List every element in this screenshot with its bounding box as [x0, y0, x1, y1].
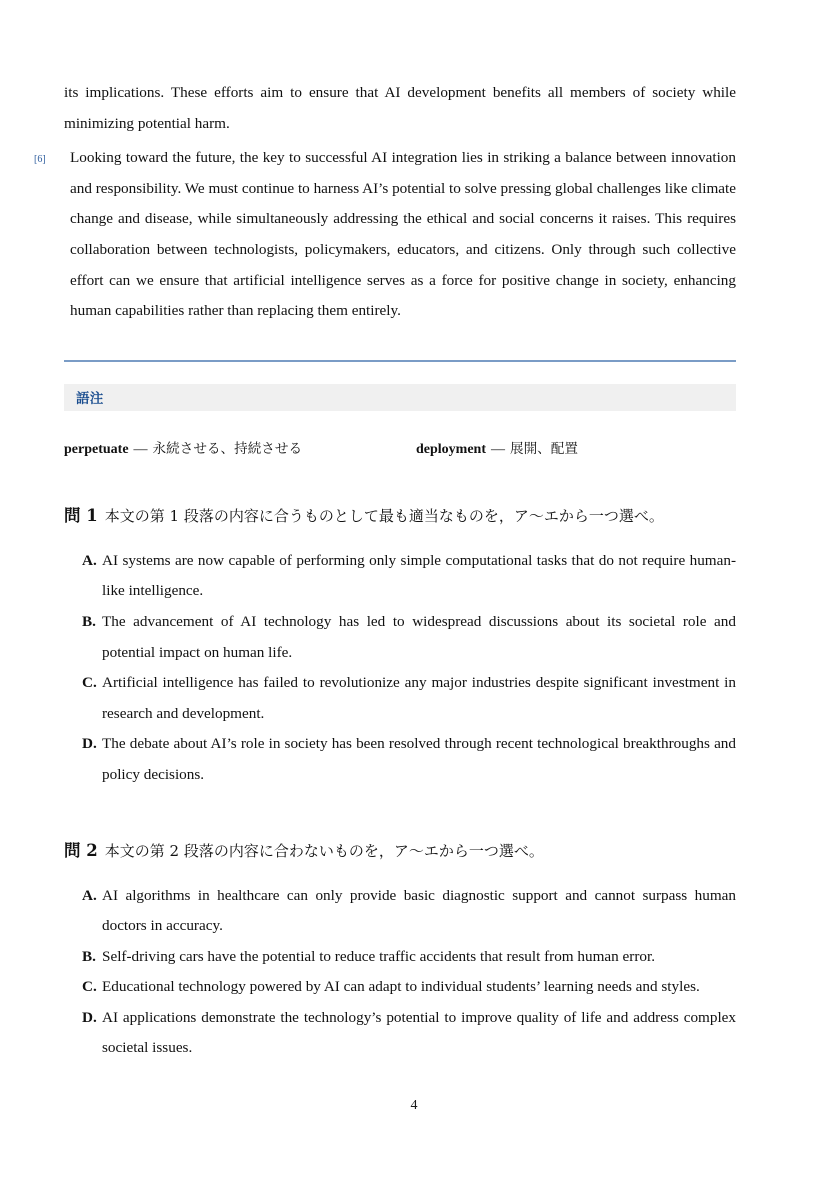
paragraph-six-text: Looking toward the future, the key to successful AI integration lies in striking a balance between innovation and responsibility. We must continue to harness AI’s potential to solve pressing global challenges like climate change and disease, while simultaneously addressing the ethical and social concerns it raises. This requires collaboration between technologists, policymakers, educators, and citizens. Only through such collective effort can we ensure that artificial intelligence serves as a force for positive change in society, enhancing human capabilities rather than replacing them entirely. [70, 149, 736, 320]
page-content [34, 78, 736, 1064]
glossary-list [64, 439, 736, 460]
choice-label: D. [82, 735, 97, 753]
choice-label: A. [82, 551, 97, 569]
glossary-definition: 永続させる、持続させる [152, 440, 303, 457]
choice-text: The advancement of AI technology has led to widespread discussions about its societal role and potential impact on human life. [102, 612, 736, 661]
question-prompt: 本文の第 2 段落の内容に合わないものを，ア～エから一つ選べ。 [104, 841, 544, 860]
choice-option[interactable] [82, 942, 736, 973]
question-number: 問 1 [64, 505, 98, 525]
glossary-dash: — [133, 441, 148, 457]
paragraph-continued: its implications. These efforts aim to ensure that AI development benefits all members of society while minimizing potential harm. [64, 84, 736, 132]
paragraph-six [34, 143, 736, 327]
choice-label: C. [82, 674, 97, 692]
paragraph-marker-6: [6] [34, 154, 46, 166]
glossary-dash: — [491, 441, 505, 457]
choice-option[interactable] [82, 1003, 736, 1064]
question-prompt: 本文の第 1 段落の内容に合うものとして最も適当なものを，ア～エから一つ選べ。 [104, 506, 664, 525]
choice-list [64, 546, 736, 791]
choice-text: Educational technology powered by AI can adapt to individual students’ learning needs and styles. [102, 978, 700, 996]
glossary-entry [64, 439, 416, 460]
glossary-section-title: 語注 [76, 391, 104, 408]
choice-option[interactable] [82, 668, 736, 729]
choice-label: B. [82, 612, 96, 630]
glossary-term: perpetuate [64, 441, 129, 457]
page-footer [0, 1098, 828, 1114]
choice-option[interactable] [82, 729, 736, 790]
choice-option[interactable] [82, 607, 736, 668]
glossary-section-header [64, 384, 736, 411]
question-block-1 [64, 504, 736, 791]
choice-text: AI applications demonstrate the technology’s potential to improve quality of life and address complex societal issues. [102, 1008, 736, 1057]
glossary-entry [416, 439, 578, 460]
choice-label: C. [82, 978, 97, 996]
choice-option[interactable] [82, 546, 736, 607]
question-heading [64, 839, 736, 863]
choice-list [64, 881, 736, 1065]
page-number: 4 [410, 1098, 418, 1113]
glossary-definition: 展開、配置 [510, 440, 578, 457]
choice-option[interactable] [82, 972, 736, 1003]
choice-label: A. [82, 886, 97, 904]
choice-text: AI algorithms in healthcare can only provide basic diagnostic support and cannot surpass human doctors in accuracy. [102, 886, 736, 935]
choice-text: Self-driving cars have the potential to reduce traffic accidents that result from human error. [102, 947, 656, 965]
choice-text: Artificial intelligence has failed to revolutionize any major industries despite significant investment in research and development. [102, 674, 736, 722]
choice-text: AI systems are now capable of performing only simple computational tasks that do not require human-like intelligence. [102, 551, 736, 600]
question-number: 問 2 [64, 840, 98, 860]
choice-label: D. [82, 1008, 97, 1026]
choice-text: The debate about AI’s role in society has been resolved through recent technological breakthroughs and policy decisions. [102, 735, 736, 783]
glossary-term: deployment [416, 441, 486, 457]
choice-option[interactable] [82, 881, 736, 942]
question-heading [64, 504, 736, 528]
question-block-2 [64, 839, 736, 1065]
choice-label: B. [82, 947, 96, 965]
section-divider [64, 360, 736, 362]
